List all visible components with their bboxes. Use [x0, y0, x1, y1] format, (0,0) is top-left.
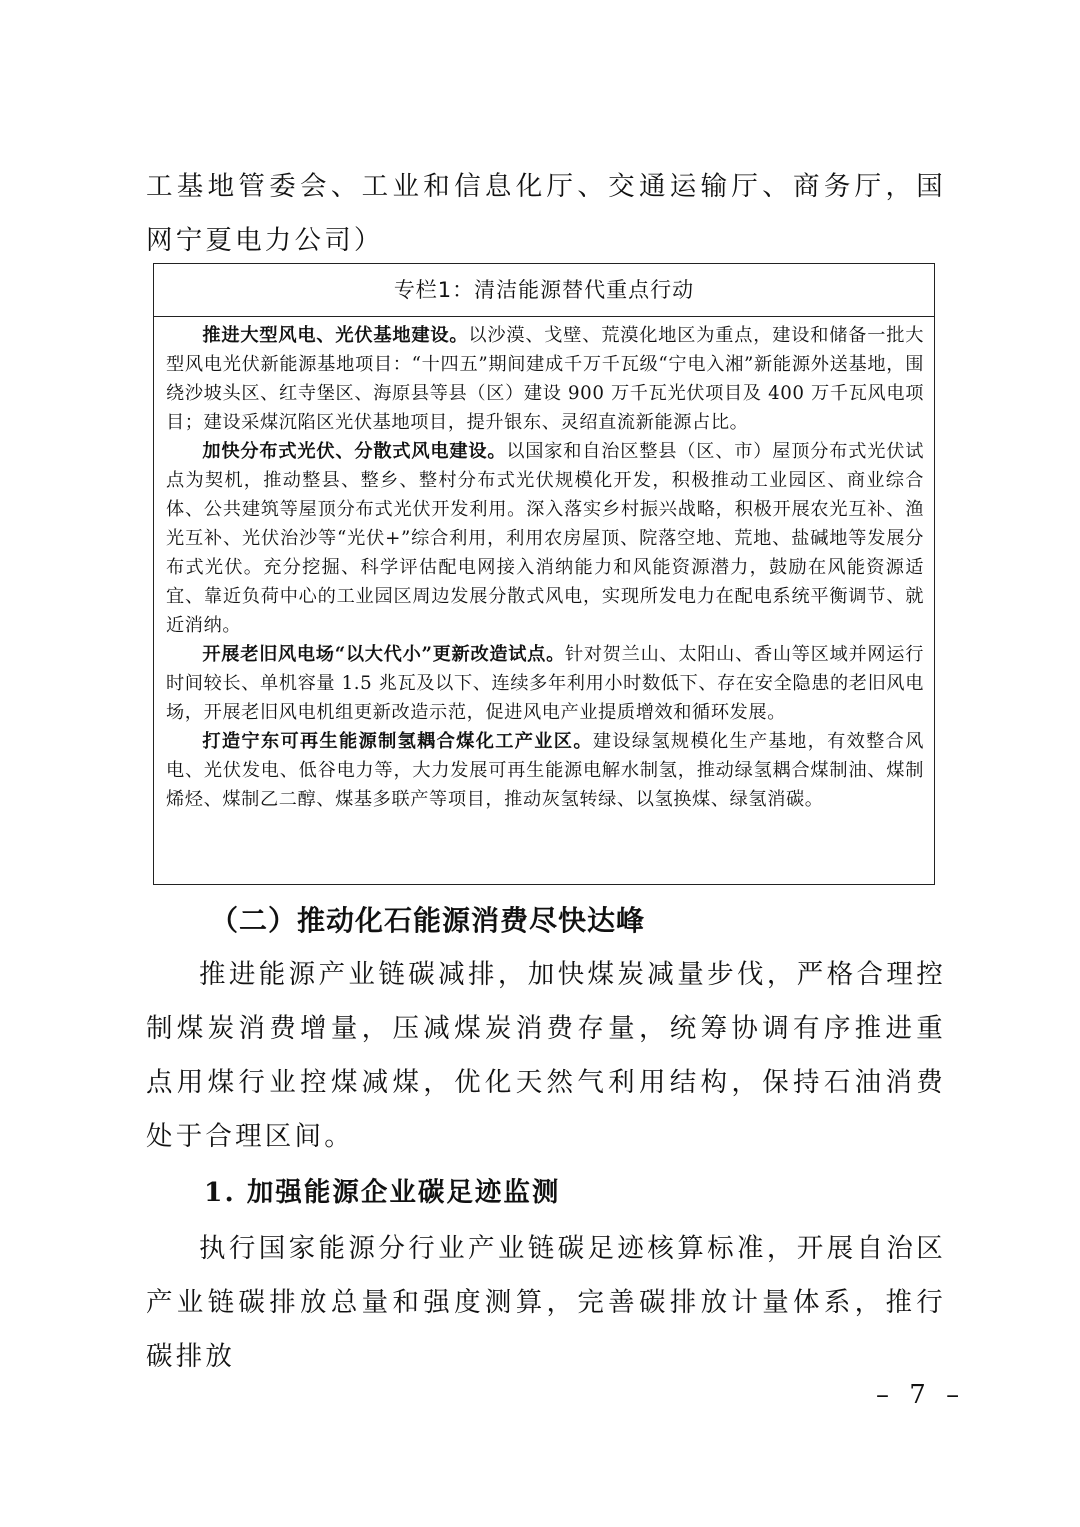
- column-item-lead: 开展老旧风电场“以大代小”更新改造试点。: [202, 644, 565, 665]
- page-number: – 7 –: [876, 1380, 966, 1410]
- column-box-body: [154, 317, 934, 814]
- column-item-old-wind-farms: [166, 640, 924, 727]
- column-box: [153, 263, 935, 885]
- intro-paragraph: 工基地管委会、工业和信息化厅、交通运输厅、商务厅，国网宁夏电力公司）: [146, 171, 946, 256]
- column-item-wind-solar-bases: [166, 321, 924, 437]
- column-item-text: 建设绿氢规模化生产基地，有效整合风电、光伏发电、低谷电力等，大力发展可再生能源电解水制氢，推动绿氢耦合煤制油、煤制烯烃、煤制乙二醇、煤基多联产等项目，推动灰氢转绿、以氢换煤、绿氢消碳。: [166, 731, 924, 810]
- column-item-hydrogen-zone: [166, 727, 924, 814]
- column-item-lead: 加快分布式光伏、分散式风电建设。: [202, 441, 507, 462]
- column-item-text: 以沙漠、戈壁、荒漠化地区为重点，建设和储备一批大型风电光伏新能源基地项目：“十四五”期间建成千万千瓦级“宁电入湘”新能源外送基地，围绕沙坡头区、红寺堡区、海原县等县（区）建设 900 万千瓦光伏项目及 400 万千瓦风电项目；建设采煤沉陷区光伏基地项目，提升银东、灵绍直流新能源占比。: [166, 325, 924, 433]
- column-item-lead: 推进大型风电、光伏基地建设。: [202, 325, 469, 346]
- column-item-text: 以国家和自治区整县（区、市）屋顶分布式光伏试点为契机，推动整县、整乡、整村分布式光伏规模化开发，积极推动工业园区、商业综合体、公共建筑等屋顶分布式光伏开发利用。深入落实乡村振兴战略，积极开展农光互补、渔光互补、光伏治沙等“光伏+”综合利用，利用农房屋顶、院落空地、荒地、盐碱地等发展分布式光伏。充分挖掘、科学评估配电网接入消纳能力和风能资源潜力，鼓励在风能资源适宜、靠近负荷中心的工业园区周边发展分散式风电，实现所发电力在配电系统平衡调节、就近消纳。: [166, 441, 924, 636]
- section-paragraph: 推进能源产业链碳减排，加快煤炭减量步伐，严格合理控制煤炭消费增量，压减煤炭消费存量，统筹协调有序推进重点用煤行业控煤减煤，优化天然气利用结构，保持石油消费处于合理区间。: [146, 959, 946, 1152]
- column-item-distributed-pv: [166, 437, 924, 640]
- column-item-text: 针对贺兰山、太阳山、香山等区域并网运行时间较长、单机容量 1.5 兆瓦及以下、连续多年利用小时数低下、存在安全隐患的老旧风电场，开展老旧风电机组更新改造示范，促进风电产业提质增效和循环发展。: [166, 644, 924, 723]
- subsection-heading: 1. 加强能源企业碳足迹监测: [204, 1177, 561, 1208]
- subsection-paragraph: 执行国家能源分行业产业链碳足迹核算标准，开展自治区产业链碳排放总量和强度测算，完善碳排放计量体系，推行碳排放: [146, 1233, 946, 1372]
- section-heading: （二）推动化石能源消费尽快达峰: [210, 904, 646, 937]
- column-box-title: 专栏1：清洁能源替代重点行动: [154, 264, 934, 317]
- column-item-lead: 打造宁东可再生能源制氢耦合煤化工产业区。: [202, 731, 593, 752]
